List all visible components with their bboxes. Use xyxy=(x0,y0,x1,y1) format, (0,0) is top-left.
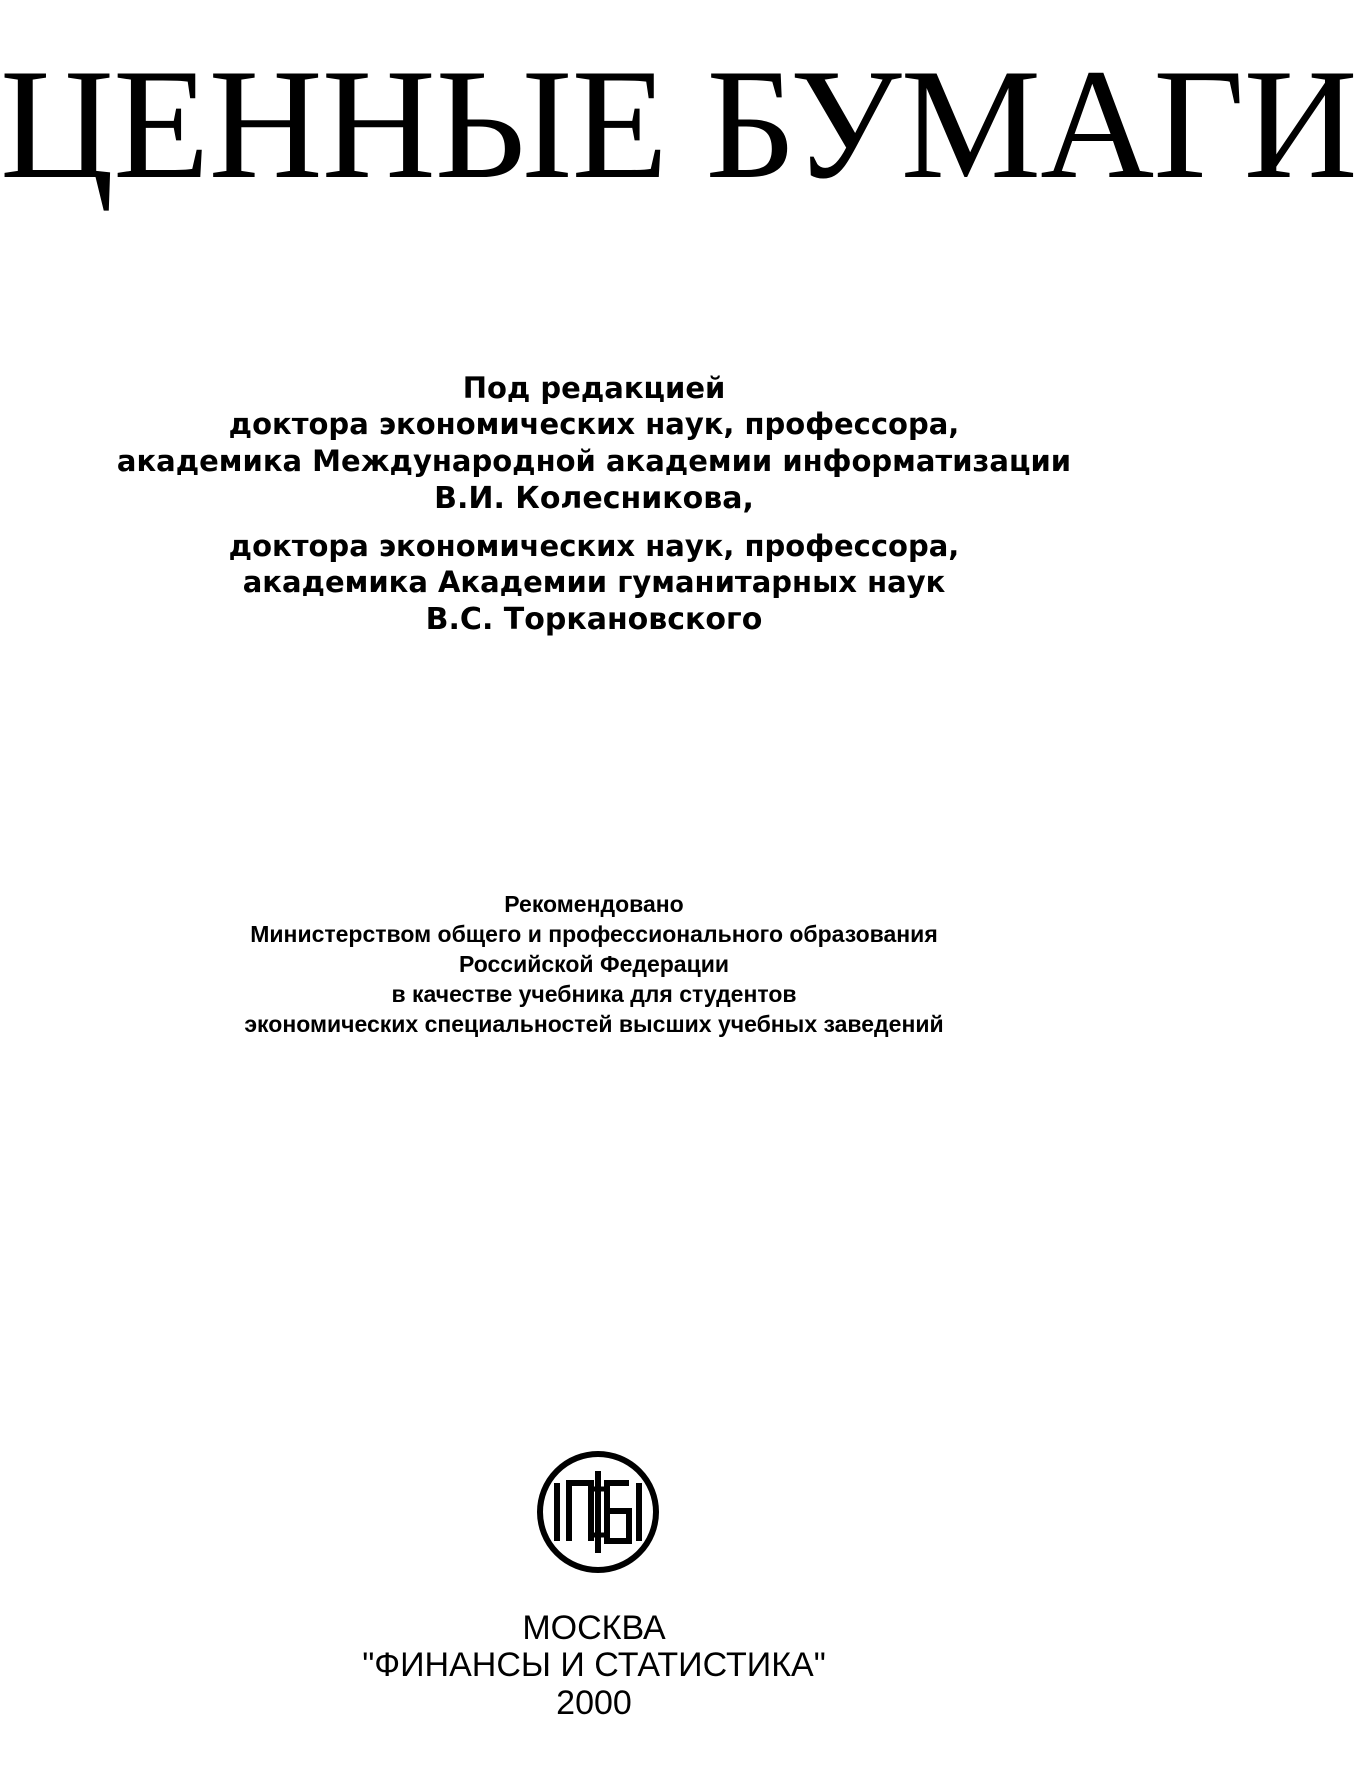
editor2-academy: академика Академии гуманитарных наук xyxy=(242,565,946,599)
editor1-degree: доктора экономических наук, профессора, xyxy=(228,407,960,442)
editor1-name: В.И. Колесникова, xyxy=(434,480,754,516)
editors-block xyxy=(0,370,1188,639)
page-title: ЦЕННЫЕ БУМАГИ xyxy=(0,37,1357,212)
editor2-degree: доктора экономических наук, профессора, xyxy=(228,528,960,563)
imprint-block xyxy=(0,1610,1188,1722)
recommendation-line: Рекомендовано xyxy=(504,891,684,917)
recommendation-line: Российской Федерации xyxy=(458,950,730,977)
imprint-publisher: "ФИНАНСЫ И СТАТИСТИКА" xyxy=(362,1646,826,1685)
editors-intro: Под редакцией xyxy=(462,371,726,405)
recommendation-line: в качестве учебника для студентов xyxy=(391,980,797,1007)
recommendation-line: Министерством общего и профессионального образования xyxy=(250,920,938,947)
editor2-name: В.С. Торкановского xyxy=(425,602,763,638)
imprint-year: 2000 xyxy=(556,1683,632,1722)
publisher-logo-icon xyxy=(535,1449,661,1575)
imprint-city: МОСКВА xyxy=(522,1609,666,1647)
recommendation-line: экономических специальностей высших учебных заведений xyxy=(244,1010,944,1037)
editor1-academy: академика Международной академии информатизации xyxy=(116,443,1072,478)
recommendation-block xyxy=(0,890,1188,1039)
